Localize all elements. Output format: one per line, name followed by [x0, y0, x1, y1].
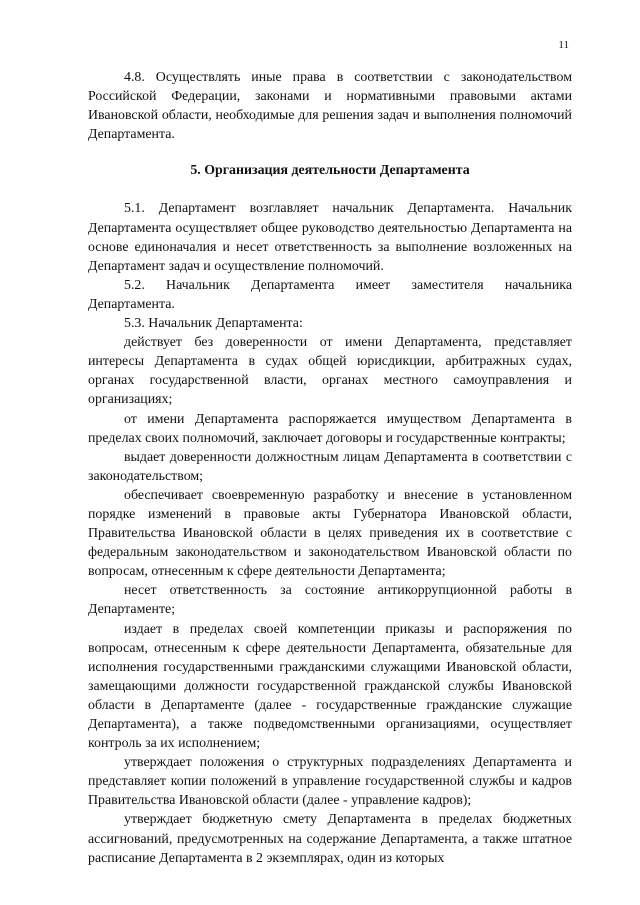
duty-paragraph: обеспечивает своевременную разработку и внесение в установленном порядке изменений в правовые акты Губернатора Ивановской области, Правительства Ивановской области в целях приведения их в соответствие с федеральным законодательством и законодательством Ивановской области по вопросам, отнесенным к сфере деятельности Департамента; — [88, 487, 572, 580]
duty-paragraph: выдает доверенности должностным лицам Департамента в соответствии с законодательством; — [88, 449, 572, 484]
paragraph-5-1: 5.1. Департамент возглавляет начальник Департамента. Начальник Департамента осуществляет общее руководство деятельностью Департамента на основе единоначалия и несет ответственность за выполнение возложенных на Департамент задач и осуществление полномочий. — [88, 201, 572, 274]
duty-paragraph: действует без доверенности от имени Департамента, представляет интересы Департамента в судах общей юрисдикции, арбитражных судах, органах государственной власти, органах местного самоуправления и организациях; — [88, 335, 572, 408]
duty-paragraph: утверждает бюджетную смету Департамента в пределах бюджетных ассигнований, предусмотренных на содержание Департамента, а также штатное расписание Департамента в 2 экземплярах, один из которых — [88, 812, 572, 866]
paragraph-5-3: 5.3. Начальник Департамента: — [124, 316, 303, 332]
paragraph-4-8: 4.8. Осуществлять иные права в соответствии с законодательством Российской Федерации, законами и нормативными правовыми актами Ивановской области, необходимые для решения задач и выполнения полномочий Департамента. — [88, 70, 572, 143]
section-heading: 5. Организация деятельности Департамента — [190, 163, 470, 179]
duty-paragraph: от имени Департамента распоряжается имуществом Департамента в пределах своих полномочий, заключает договоры и государственные контракты; — [88, 411, 572, 446]
document-body — [88, 68, 572, 868]
duty-paragraph: издает в пределах своей компетенции приказы и распоряжения по вопросам, отнесенным к сфере деятельности Департамента, обязательные для исполнения государственными гражданскими служащими Ивановской области, замещающими должности государственной гражданской службы Ивановской области в Департаменте (далее - государственные гражданские служащие Департамента), а также подведомственными организациями, осуществляет контроль за их исполнением; — [88, 621, 572, 752]
duty-paragraph: несет ответственность за состояние антикоррупционной работы в Департаменте; — [88, 583, 572, 618]
page-number: 11 — [558, 39, 569, 51]
duty-paragraph: утверждает положения о структурных подразделениях Департамента и представляет копии положений в управление государственной службы и кадров Правительства Ивановской области (далее - управление кадров); — [88, 755, 572, 809]
paragraph-5-2: 5.2. Начальник Департамента имеет заместителя начальника Департамента. — [88, 277, 572, 312]
